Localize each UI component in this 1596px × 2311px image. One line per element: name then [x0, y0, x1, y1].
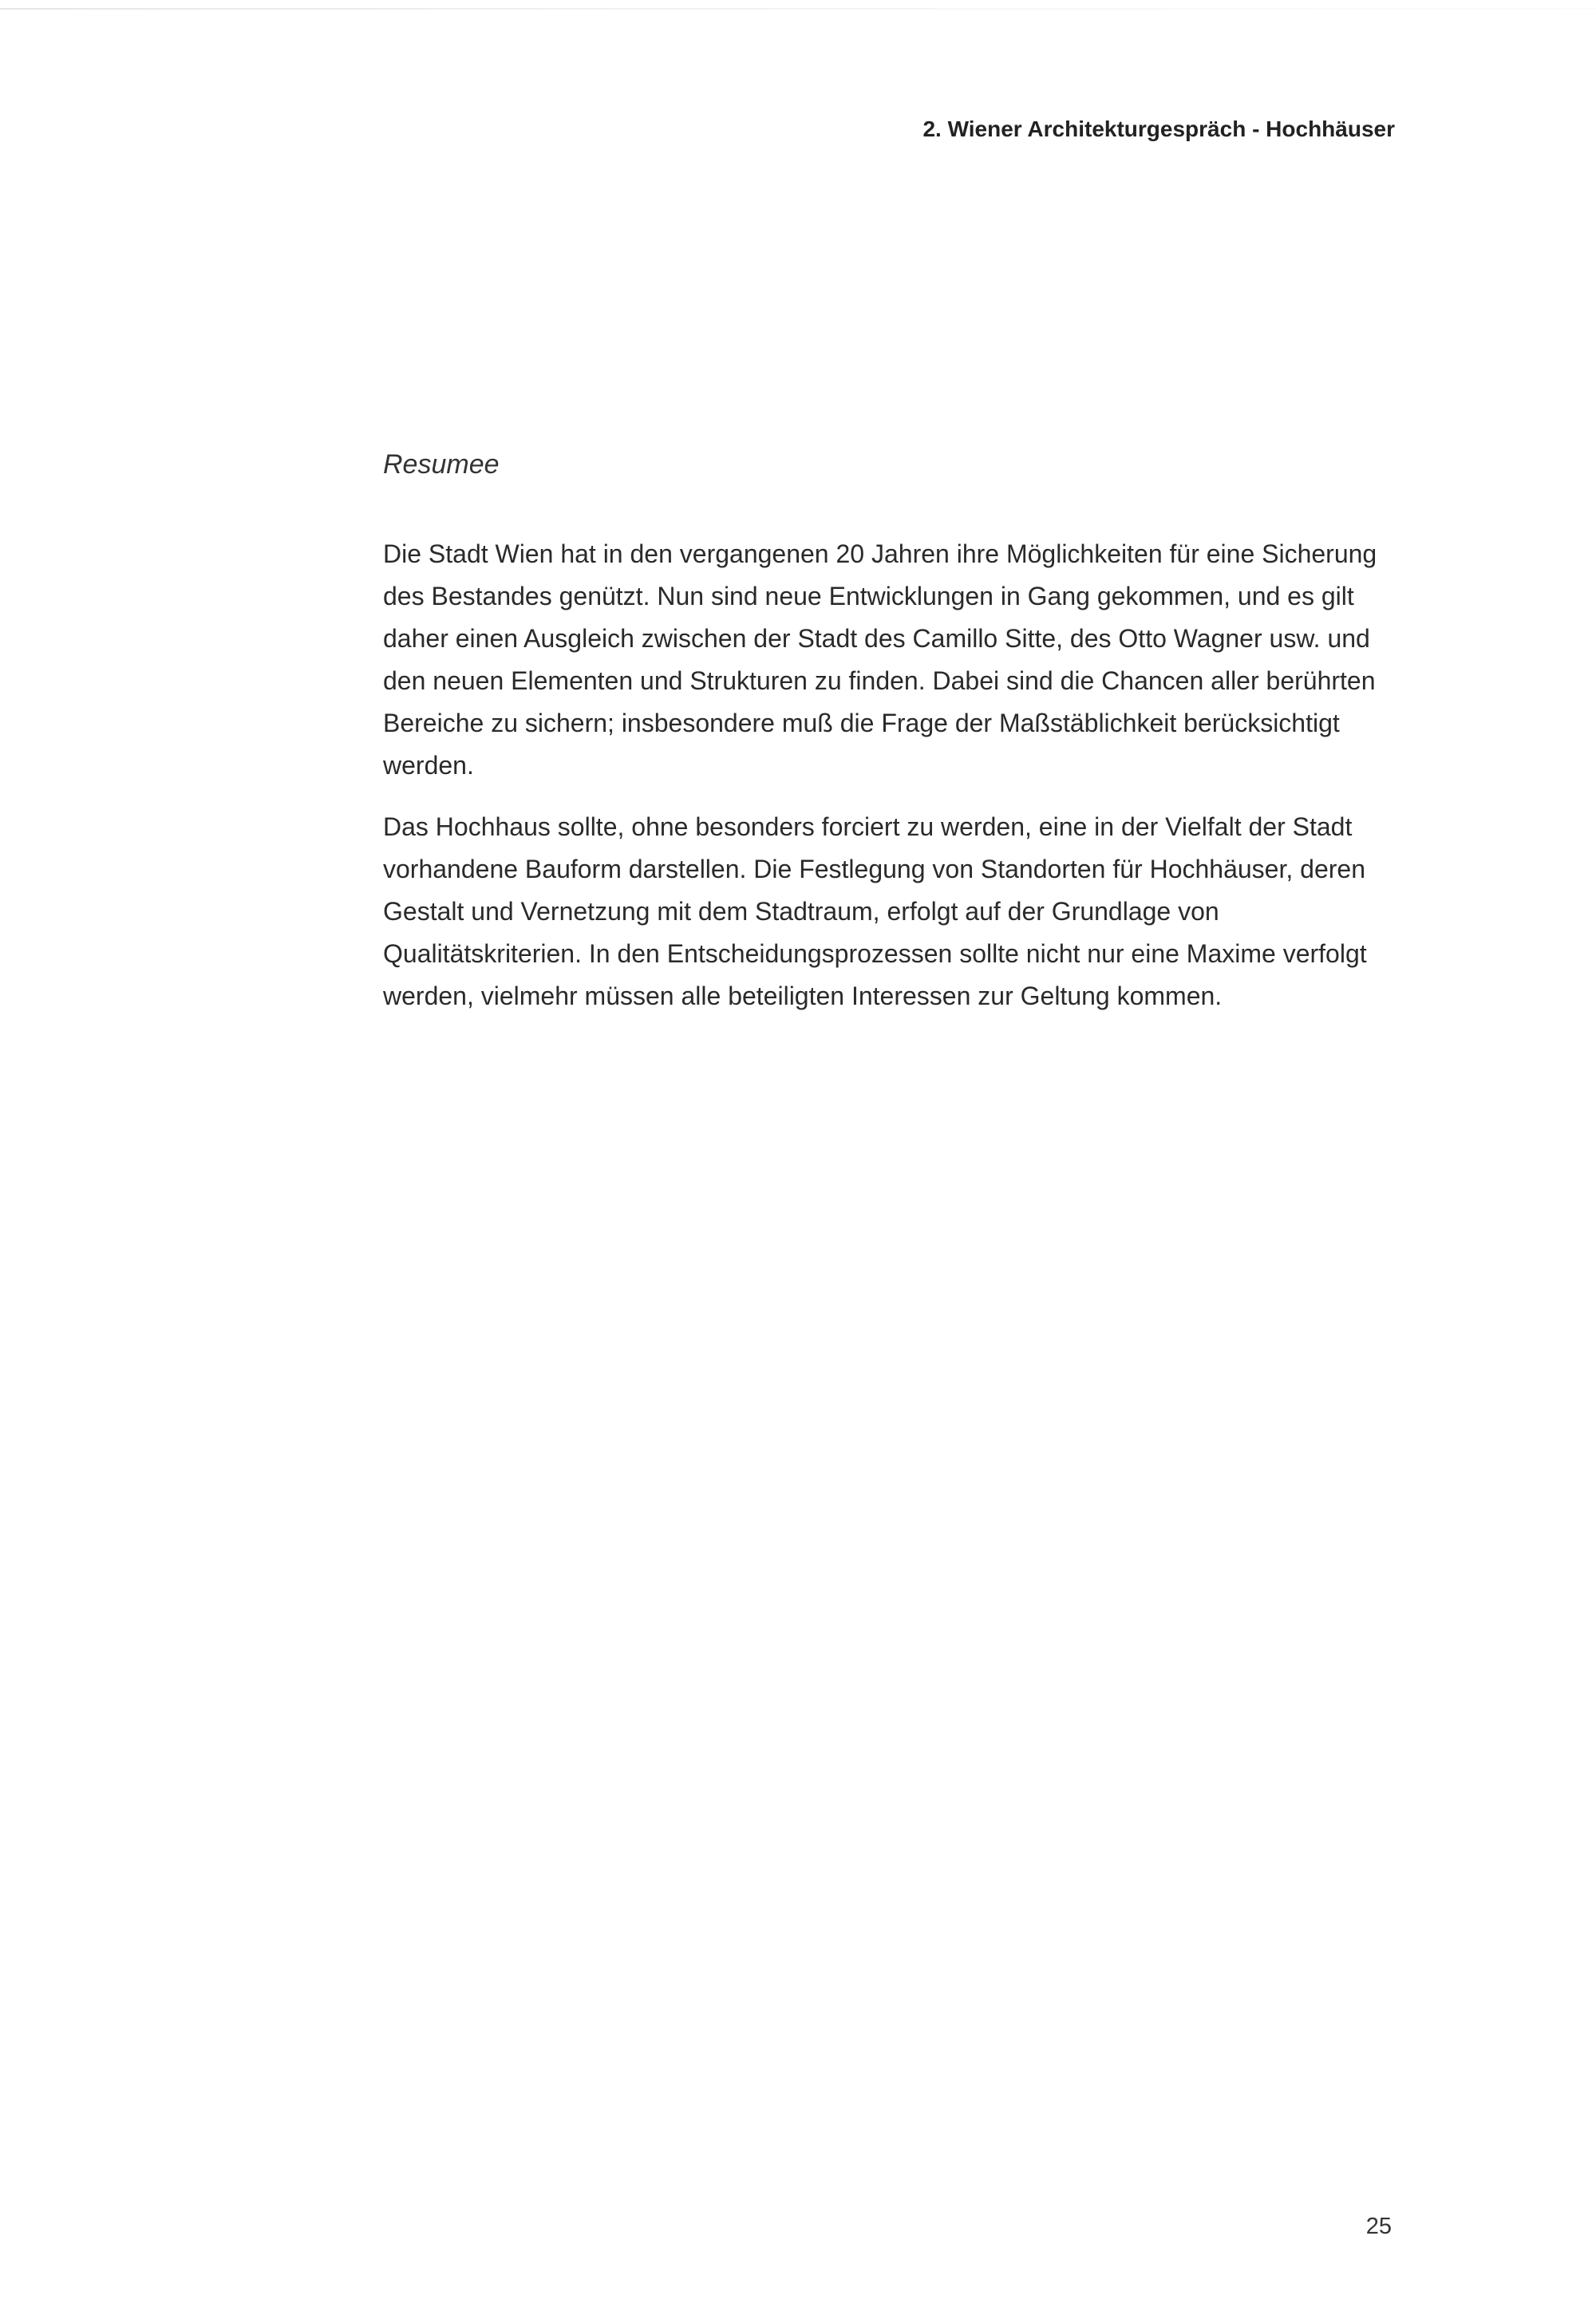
- text-line: werden.: [383, 751, 474, 780]
- text-line: vorhandene Bauform darstellen. Die Festlegung von Standorten für Hochhäuser, deren: [383, 855, 1365, 883]
- text-line: werden, vielmehr müssen alle beteiligten Interessen zur Geltung kommen.: [383, 982, 1223, 1010]
- text-line: daher einen Ausgleich zwischen der Stadt des Camillo Sitte, des Otto Wagner usw. und: [383, 624, 1370, 653]
- text-line: den neuen Elementen und Strukturen zu finden. Dabei sind die Chancen aller berührten: [383, 666, 1376, 695]
- text-line: des Bestandes genützt. Nun sind neue Entwicklungen in Gang gekommen, und es gilt: [383, 582, 1354, 610]
- paragraph-2: [383, 806, 1396, 1017]
- text-line: Bereiche zu sichern; insbesondere muß die Frage der Maßstäblichkeit berücksichtigt: [383, 709, 1340, 737]
- text-line: Die Stadt Wien hat in den vergangenen 20 Jahren ihre Möglichkeiten für eine Sicherung: [383, 539, 1377, 568]
- text-line: Qualitätskriterien. In den Entscheidungsprozessen sollte nicht nur eine Maxime verfolgt: [383, 939, 1367, 968]
- body-text: [383, 533, 1396, 1037]
- page-number: 25: [1365, 2214, 1392, 2239]
- text-line: Das Hochhaus sollte, ohne besonders forciert zu werden, eine in der Vielfalt der Stadt: [383, 812, 1353, 841]
- page-top-edge: [0, 8, 1596, 10]
- text-line: Gestalt und Vernetzung mit dem Stadtraum, erfolgt auf der Grundlage von: [383, 897, 1219, 926]
- running-header: 2. Wiener Architekturgespräch - Hochhäuser: [922, 117, 1395, 141]
- section-heading: Resumee: [383, 449, 500, 480]
- paragraph-1: [383, 533, 1396, 787]
